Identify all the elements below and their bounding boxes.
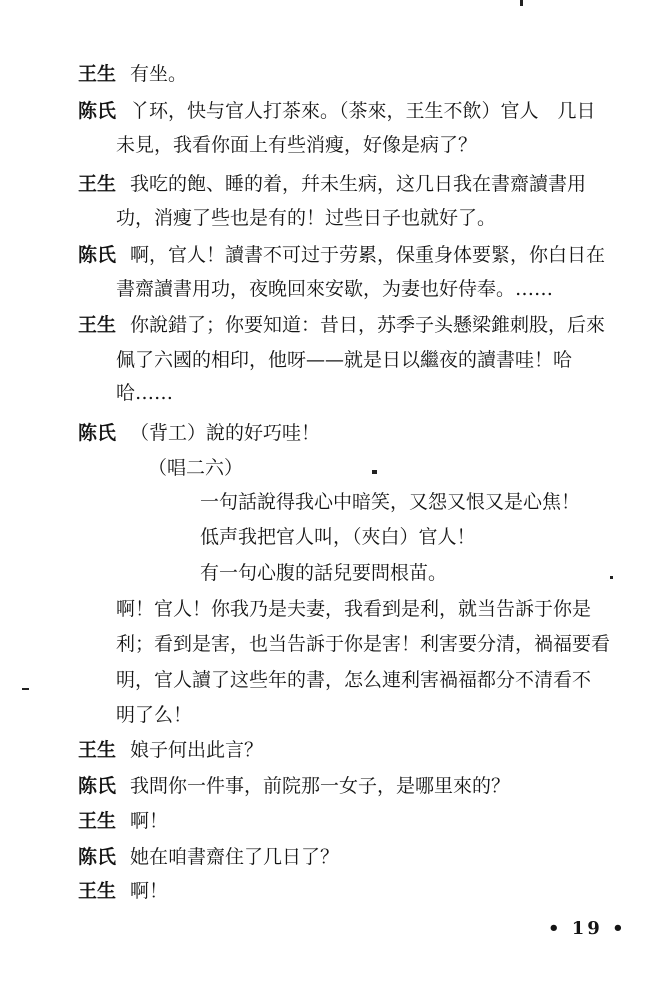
dialogue-line	[78, 879, 168, 903]
speaker-name: 王生	[78, 173, 117, 195]
line-text: 功，消瘦了些也是有的！过些日子也就好了。	[116, 207, 497, 229]
line-text: 佩了六國的相印，他呀——就是日以繼夜的讀書哇！哈	[116, 349, 573, 371]
speaker-name: 王生	[78, 810, 117, 832]
line-text: 有一句心腹的話兒要問根苗。	[200, 562, 448, 584]
line-text: 哈……	[116, 382, 174, 404]
line-text: 低声我把官人叫，（夾白）官人！	[200, 526, 476, 548]
line-text: 啊！官人！你我乃是夫妻，我看到是利，就当告訴于你是	[116, 598, 592, 620]
line-text: 利；看到是害，也当告訴于你是害！利害要分清，禍福要看	[116, 633, 611, 655]
line-text: 她在咱書齋住了几日了？	[130, 846, 340, 868]
speaker-name: 陈氏	[78, 244, 117, 266]
dialogue-line	[116, 632, 610, 656]
dialogue-line	[78, 845, 339, 869]
sung-direction	[148, 456, 243, 480]
line-text: 丫环，快与官人打茶來。（茶來，王生不飲）官人 几日	[130, 100, 596, 122]
dialogue-line	[116, 703, 192, 727]
dialogue-line	[78, 99, 596, 123]
dialogue-line	[78, 243, 605, 267]
dialogue-line	[78, 313, 605, 337]
line-text: （唱二六）	[148, 457, 244, 479]
page-number: • 19 •	[548, 918, 627, 939]
speaker-name: 王生	[78, 880, 117, 902]
speaker-name: 陈氏	[78, 846, 117, 868]
speaker-name: 王生	[78, 314, 117, 336]
line-text: 未見，我看你面上有些消瘦，好像是病了？	[116, 134, 478, 156]
speaker-name: 王生	[78, 63, 117, 85]
dialogue-line	[116, 133, 477, 157]
dialogue-line	[78, 774, 510, 798]
line-text: 明，官人讀了这些年的書，怎么連利害禍福都分不清看不	[116, 669, 592, 691]
dialogue-line	[116, 597, 591, 621]
speaker-name: 王生	[78, 739, 117, 761]
line-text: 書齋讀書用功，夜晚回來安歇，为妻也好侍奉。……	[116, 278, 554, 300]
dialogue-line	[78, 809, 168, 833]
ink-speck	[22, 688, 29, 690]
speaker-name: 陈氏	[78, 100, 117, 122]
dialogue-line	[116, 277, 553, 301]
line-text: 啊，官人！讀書不可过于劳累，保重身体要緊，你白日在	[130, 244, 606, 266]
dialogue-line	[116, 348, 572, 372]
verse-line	[200, 525, 476, 549]
line-text: 我問你一件事，前院那一女子，是哪里來的？	[130, 775, 511, 797]
line-text: 有坐。	[130, 63, 188, 85]
dialogue-line	[78, 421, 320, 445]
dialogue-line	[78, 172, 586, 196]
line-text: （背工）說的好巧哇！	[130, 422, 321, 444]
speaker-name: 陈氏	[78, 422, 117, 444]
ink-speck	[610, 576, 613, 579]
dialogue-line	[116, 668, 591, 692]
dialogue-line	[116, 381, 173, 405]
verse-line	[200, 561, 447, 585]
line-text: 啊！	[130, 880, 169, 902]
line-text: 你說錯了；你要知道：昔日，苏季子头懸梁錐刺股，后來	[130, 314, 606, 336]
dialogue-line	[78, 62, 187, 86]
speaker-name: 陈氏	[78, 775, 117, 797]
dialogue-line	[116, 206, 496, 230]
line-text: 娘子何出此言？	[130, 739, 264, 761]
ink-speck	[520, 0, 523, 6]
line-text: 一句話說得我心中暗笑，又怨又恨又是心焦！	[200, 491, 581, 513]
line-text: 明了么！	[116, 704, 193, 726]
verse-line	[200, 490, 580, 514]
ink-speck	[372, 470, 377, 474]
line-text: 啊！	[130, 810, 169, 832]
dialogue-line	[78, 738, 263, 762]
line-text: 我吃的飽、睡的着，幷未生病，这几日我在書齋讀書用	[130, 173, 587, 195]
